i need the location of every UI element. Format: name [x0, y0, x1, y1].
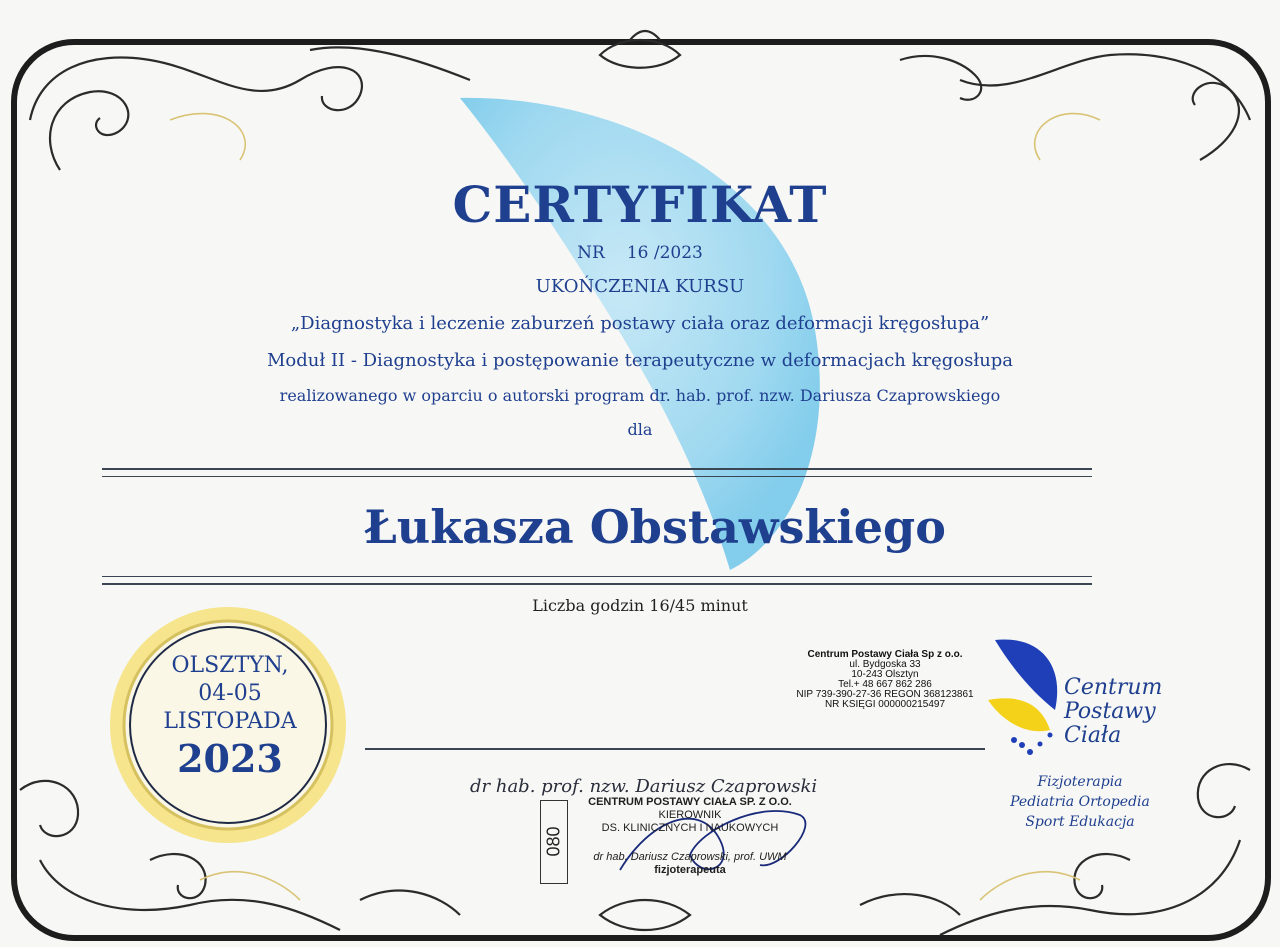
recipient-bottom-rule-thin: [102, 576, 1092, 577]
stamp-line5: fizjoterapeuta: [654, 864, 726, 876]
certificate-title: CERTYFIKAT: [452, 175, 828, 234]
logo-tagline: [1000, 772, 1160, 832]
logo-tag1: Fizjoterapia: [1037, 774, 1123, 790]
for-label: dla: [627, 420, 653, 439]
recipient-name: Łukasza Obstawskiego: [364, 500, 946, 554]
logo-line3: Ciała: [1064, 723, 1122, 748]
seal-city: OLSZTYN,: [171, 653, 289, 678]
logo-line1: Centrum: [1064, 675, 1163, 700]
number-label: NR: [577, 243, 605, 263]
seal-text: [110, 652, 350, 782]
seal-year: 2023: [177, 736, 283, 781]
signatory-stamp: [575, 796, 805, 877]
course-module: Moduł II - Diagnostyka i postępowanie terapeutyczne w deformacjach kręgosłupa: [266, 350, 1014, 371]
program-note: realizowanego w oparciu o autorski program dr. hab. prof. nzw. Dariusza Czaprowskiego: [279, 386, 1001, 405]
stamp-line4: dr hab. Dariusz Czaprowski, prof. UWM: [593, 851, 787, 863]
company-name: Centrum Postawy Ciała Sp z o.o.: [807, 649, 963, 660]
signature-rule: [365, 748, 985, 750]
seal-dates: 04-05: [198, 681, 262, 706]
stamp-line1: CENTRUM POSTAWY CIAŁA SP. Z O.O.: [588, 796, 792, 808]
stamp-line3: DS. KLINICZNYCH I NAUKOWYCH: [601, 822, 779, 834]
registry-number: 080: [543, 826, 564, 857]
logo-line2: Postawy: [1064, 699, 1156, 724]
signatory-name: dr hab. prof. nzw. Dariusz Czaprowski: [470, 776, 818, 797]
seal-month: LISTOPADA: [163, 709, 297, 734]
stamp-line2: KIEROWNIK: [658, 809, 722, 821]
logo-tag3: Sport Edukacja: [1025, 814, 1135, 830]
recipient-top-rule-thin: [102, 476, 1092, 477]
company-register: NR KSIĘGI 000000215497: [824, 699, 946, 710]
course-heading: UKOŃCZENIA KURSU: [535, 276, 745, 297]
registry-number-box: [540, 800, 568, 884]
logo-tag2: Pediatria Ortopedia: [1010, 794, 1150, 810]
certificate-number: [0, 243, 1280, 263]
recipient-top-rule: [102, 468, 1092, 470]
course-hours: Liczba godzin 16/45 minut: [532, 596, 748, 615]
company-stamp: [780, 650, 990, 710]
recipient-bottom-rule: [102, 583, 1092, 585]
number-value: 16 /2023: [626, 243, 703, 263]
course-name: „Diagnostyka i leczenie zaburzeń postawy ciała oraz deformacji kręgosłupa”: [290, 313, 990, 334]
company-ids: NIP 739-390-27-36 REGON 368123861: [796, 689, 974, 700]
logo-wordmark: [1064, 676, 1162, 748]
company-street: ul. Bydgoska 33: [849, 659, 921, 670]
company-phone: Tel.+ 48 667 862 286: [838, 679, 932, 690]
company-postal: 10-243 Olsztyn: [851, 669, 919, 680]
